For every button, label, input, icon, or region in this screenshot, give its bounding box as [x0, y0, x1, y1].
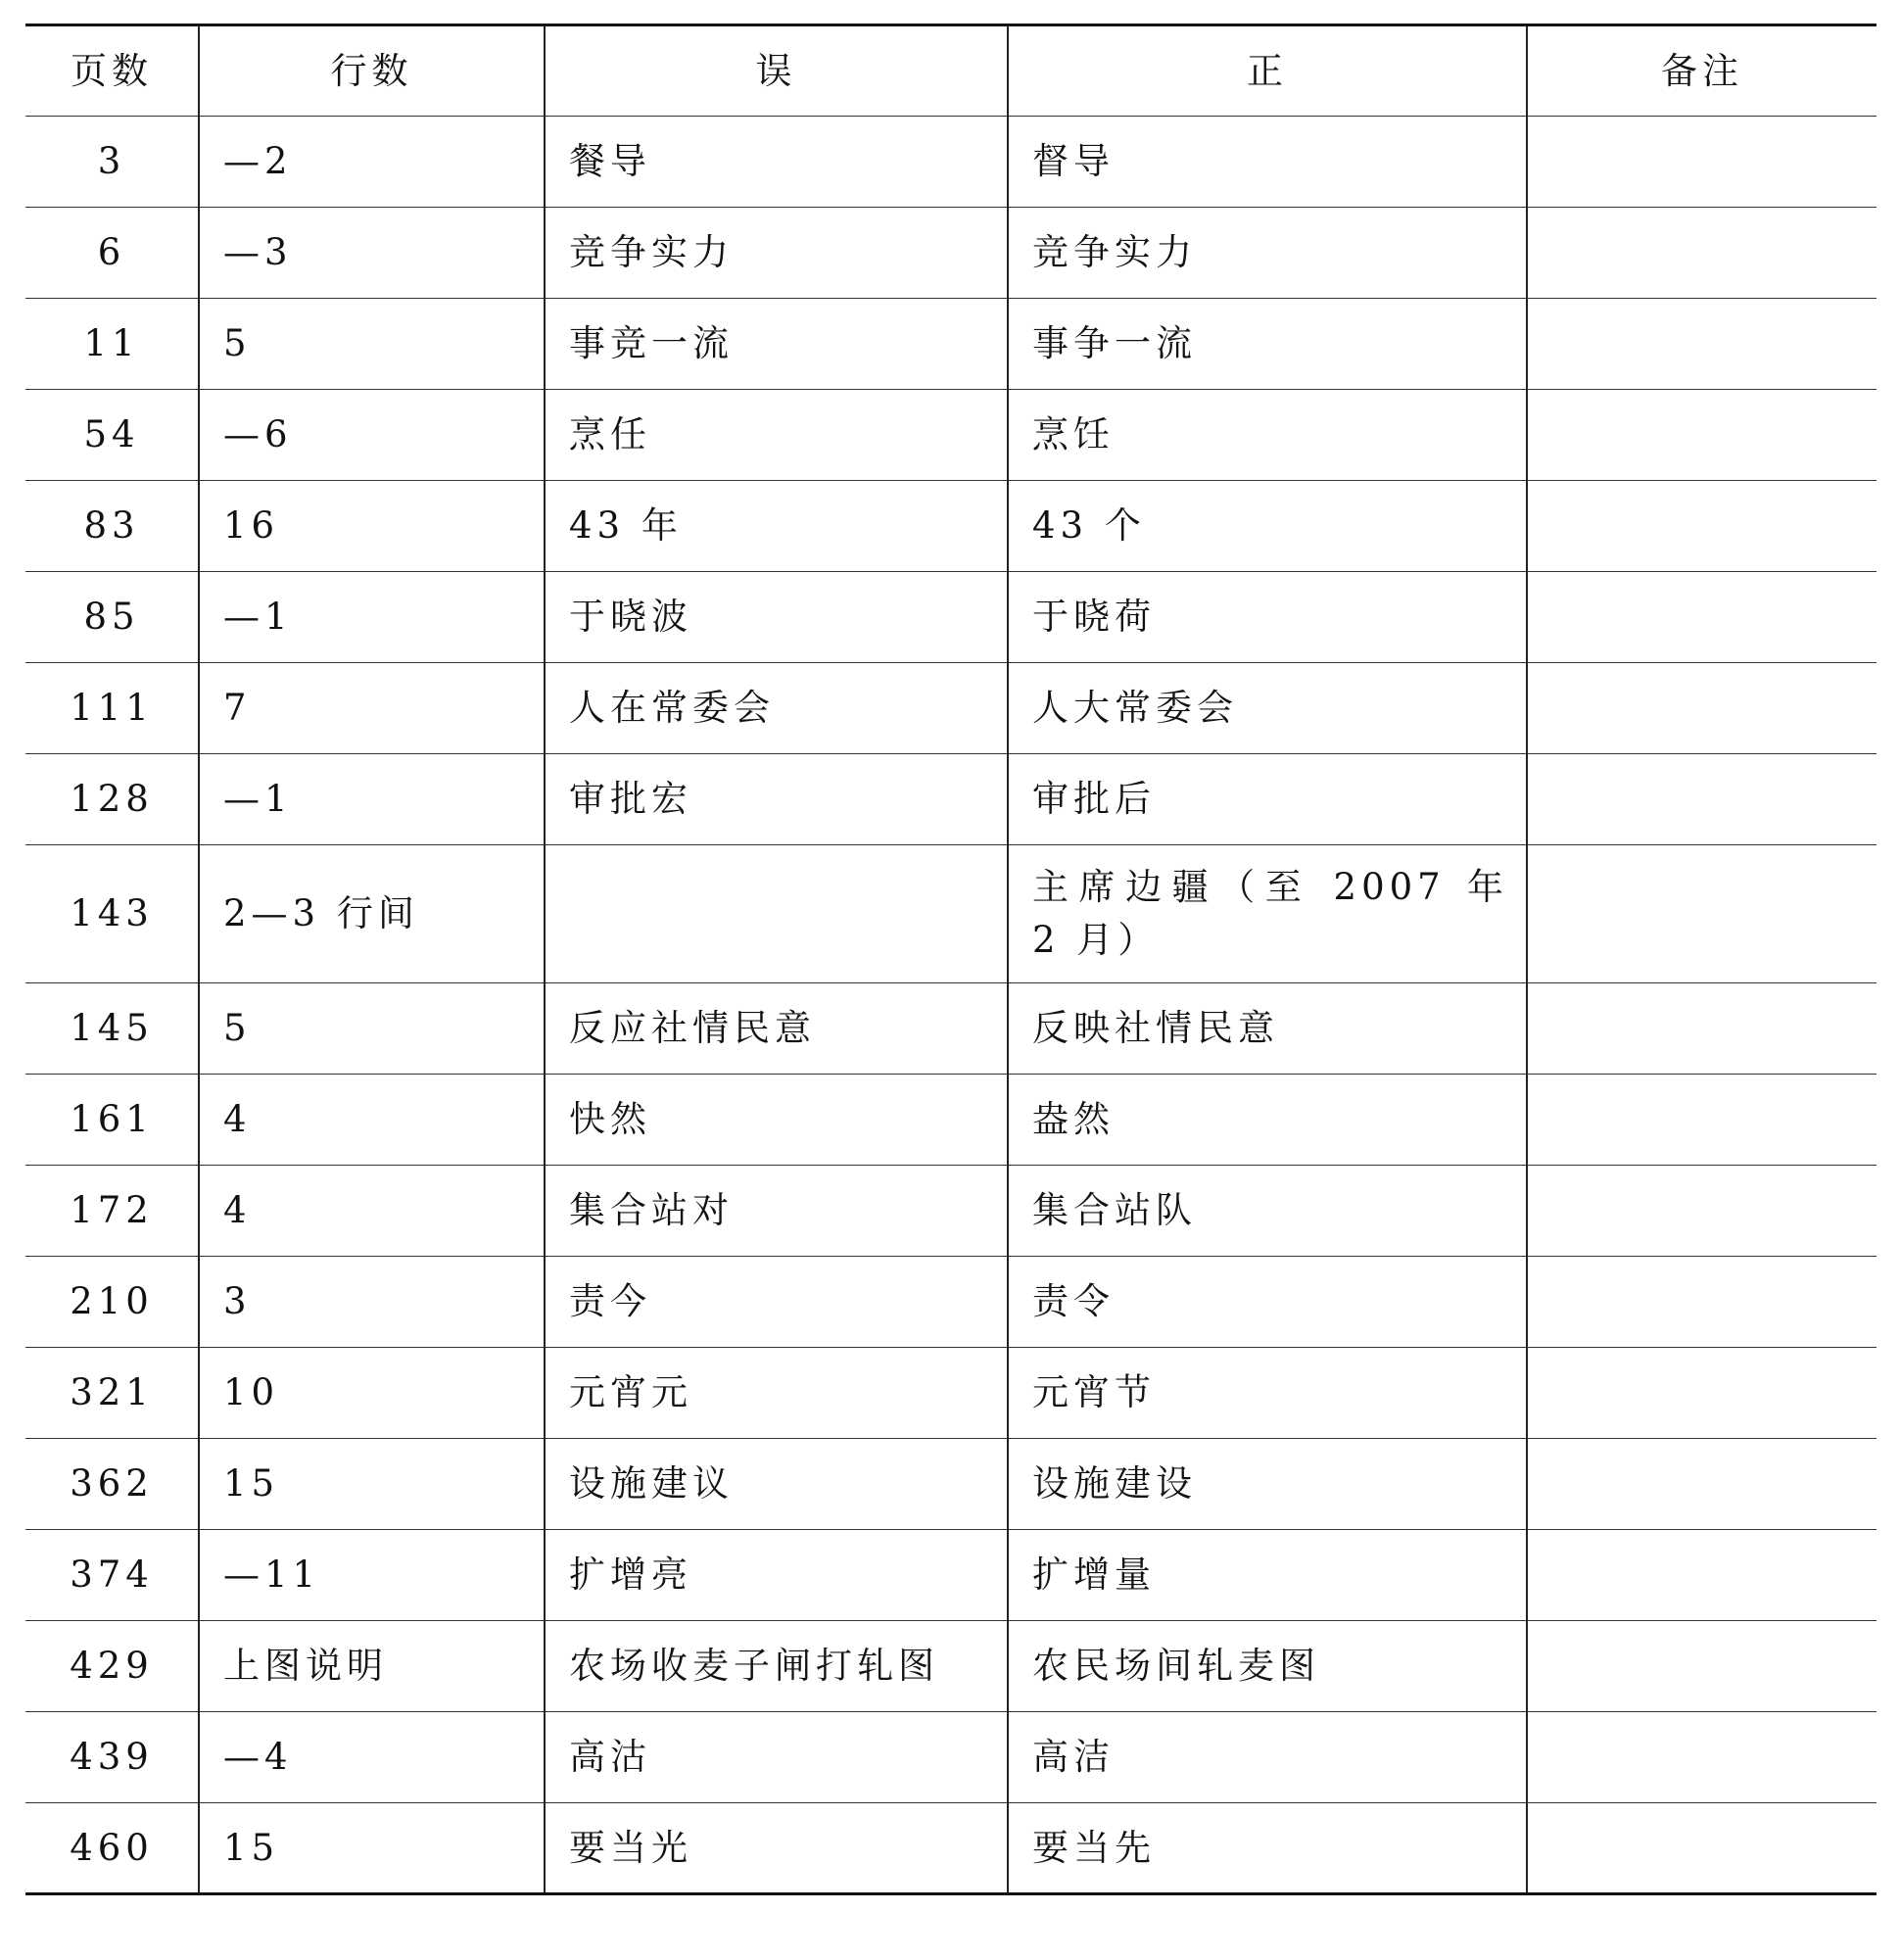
cell-wrong: 扩增亮: [545, 1530, 1008, 1621]
header-row: [25, 25, 1876, 117]
table-row: [25, 1166, 1876, 1257]
cell-correct: 43 个: [1008, 481, 1527, 572]
cell-line: 16: [199, 481, 545, 572]
cell-line: —6: [199, 390, 545, 481]
cell-correct: 集合站队: [1008, 1166, 1527, 1257]
cell-wrong: 元宵元: [545, 1348, 1008, 1439]
header-page: 页数: [25, 25, 199, 117]
table-row: [25, 1712, 1876, 1803]
cell-page: 145: [25, 983, 199, 1075]
errata-table: [25, 24, 1876, 1895]
table-row: [25, 1257, 1876, 1348]
table-row: [25, 983, 1876, 1075]
cell-note: [1527, 1803, 1876, 1894]
header-note: 备注: [1527, 25, 1876, 117]
cell-wrong: 人在常委会: [545, 663, 1008, 754]
cell-correct: 人大常委会: [1008, 663, 1527, 754]
cell-page: 83: [25, 481, 199, 572]
cell-correct: 责令: [1008, 1257, 1527, 1348]
cell-line: 4: [199, 1166, 545, 1257]
cell-wrong: 事竞一流: [545, 299, 1008, 390]
table-row: [25, 117, 1876, 208]
cell-correct: 主席边疆（至 2007 年 2 月）: [1008, 845, 1527, 983]
cell-correct: 扩增量: [1008, 1530, 1527, 1621]
table-row: [25, 299, 1876, 390]
cell-wrong: 集合站对: [545, 1166, 1008, 1257]
table-row: [25, 1075, 1876, 1166]
cell-wrong: 烹任: [545, 390, 1008, 481]
table-row: [25, 845, 1876, 983]
table-row: [25, 390, 1876, 481]
cell-wrong: 责今: [545, 1257, 1008, 1348]
cell-wrong: 高沽: [545, 1712, 1008, 1803]
cell-correct: 反映社情民意: [1008, 983, 1527, 1075]
table-row: [25, 663, 1876, 754]
header-line: 行数: [199, 25, 545, 117]
cell-note: [1527, 1348, 1876, 1439]
cell-page: 6: [25, 208, 199, 299]
cell-note: [1527, 1166, 1876, 1257]
cell-correct: 督导: [1008, 117, 1527, 208]
table-row: [25, 208, 1876, 299]
cell-page: 54: [25, 390, 199, 481]
cell-note: [1527, 208, 1876, 299]
cell-note: [1527, 1530, 1876, 1621]
cell-wrong: 设施建议: [545, 1439, 1008, 1530]
cell-correct: 事争一流: [1008, 299, 1527, 390]
cell-page: 429: [25, 1621, 199, 1712]
cell-line: 10: [199, 1348, 545, 1439]
cell-line: —1: [199, 754, 545, 845]
cell-line: —3: [199, 208, 545, 299]
cell-correct: 烹饪: [1008, 390, 1527, 481]
cell-page: 128: [25, 754, 199, 845]
cell-page: 210: [25, 1257, 199, 1348]
cell-page: 111: [25, 663, 199, 754]
cell-note: [1527, 481, 1876, 572]
cell-page: 161: [25, 1075, 199, 1166]
table-row: [25, 1621, 1876, 1712]
cell-note: [1527, 983, 1876, 1075]
cell-note: [1527, 572, 1876, 663]
errata-table-body: [25, 117, 1876, 1894]
cell-correct: 盎然: [1008, 1075, 1527, 1166]
cell-note: [1527, 1621, 1876, 1712]
table-row: [25, 754, 1876, 845]
cell-line: —11: [199, 1530, 545, 1621]
cell-line: 2—3 行间: [199, 845, 545, 983]
cell-page: 172: [25, 1166, 199, 1257]
cell-note: [1527, 390, 1876, 481]
cell-line: 15: [199, 1803, 545, 1894]
cell-note: [1527, 845, 1876, 983]
cell-correct: 竞争实力: [1008, 208, 1527, 299]
cell-page: 143: [25, 845, 199, 983]
cell-wrong: 竞争实力: [545, 208, 1008, 299]
cell-correct: 要当先: [1008, 1803, 1527, 1894]
cell-correct: 元宵节: [1008, 1348, 1527, 1439]
table-row: [25, 1348, 1876, 1439]
cell-note: [1527, 1257, 1876, 1348]
cell-line: —4: [199, 1712, 545, 1803]
cell-note: [1527, 1712, 1876, 1803]
cell-page: 3: [25, 117, 199, 208]
cell-wrong: 于晓波: [545, 572, 1008, 663]
cell-wrong: 要当光: [545, 1803, 1008, 1894]
cell-line: 5: [199, 983, 545, 1075]
table-row: [25, 1530, 1876, 1621]
cell-wrong: 43 年: [545, 481, 1008, 572]
cell-page: 321: [25, 1348, 199, 1439]
cell-page: 11: [25, 299, 199, 390]
cell-page: 374: [25, 1530, 199, 1621]
table-row: [25, 572, 1876, 663]
cell-correct: 高洁: [1008, 1712, 1527, 1803]
cell-correct: 审批后: [1008, 754, 1527, 845]
cell-correct: 设施建设: [1008, 1439, 1527, 1530]
cell-line: —1: [199, 572, 545, 663]
header-wrong: 误: [545, 25, 1008, 117]
cell-line: 上图说明: [199, 1621, 545, 1712]
cell-wrong: [545, 845, 1008, 983]
cell-line: 3: [199, 1257, 545, 1348]
cell-line: 5: [199, 299, 545, 390]
cell-page: 439: [25, 1712, 199, 1803]
cell-wrong: 农场收麦子闸打轧图: [545, 1621, 1008, 1712]
cell-correct: 于晓荷: [1008, 572, 1527, 663]
cell-note: [1527, 1075, 1876, 1166]
cell-line: 4: [199, 1075, 545, 1166]
cell-page: 362: [25, 1439, 199, 1530]
cell-line: —2: [199, 117, 545, 208]
table-row: [25, 481, 1876, 572]
table-row: [25, 1803, 1876, 1894]
cell-wrong: 审批宏: [545, 754, 1008, 845]
cell-wrong: 反应社情民意: [545, 983, 1008, 1075]
cell-note: [1527, 117, 1876, 208]
errata-table-header: [25, 25, 1876, 117]
cell-note: [1527, 1439, 1876, 1530]
cell-note: [1527, 754, 1876, 845]
cell-note: [1527, 299, 1876, 390]
cell-wrong: 快然: [545, 1075, 1008, 1166]
table-row: [25, 1439, 1876, 1530]
cell-line: 7: [199, 663, 545, 754]
cell-note: [1527, 663, 1876, 754]
cell-line: 15: [199, 1439, 545, 1530]
cell-page: 460: [25, 1803, 199, 1894]
header-correct: 正: [1008, 25, 1527, 117]
cell-correct: 农民场间轧麦图: [1008, 1621, 1527, 1712]
cell-wrong: 餐导: [545, 117, 1008, 208]
cell-page: 85: [25, 572, 199, 663]
